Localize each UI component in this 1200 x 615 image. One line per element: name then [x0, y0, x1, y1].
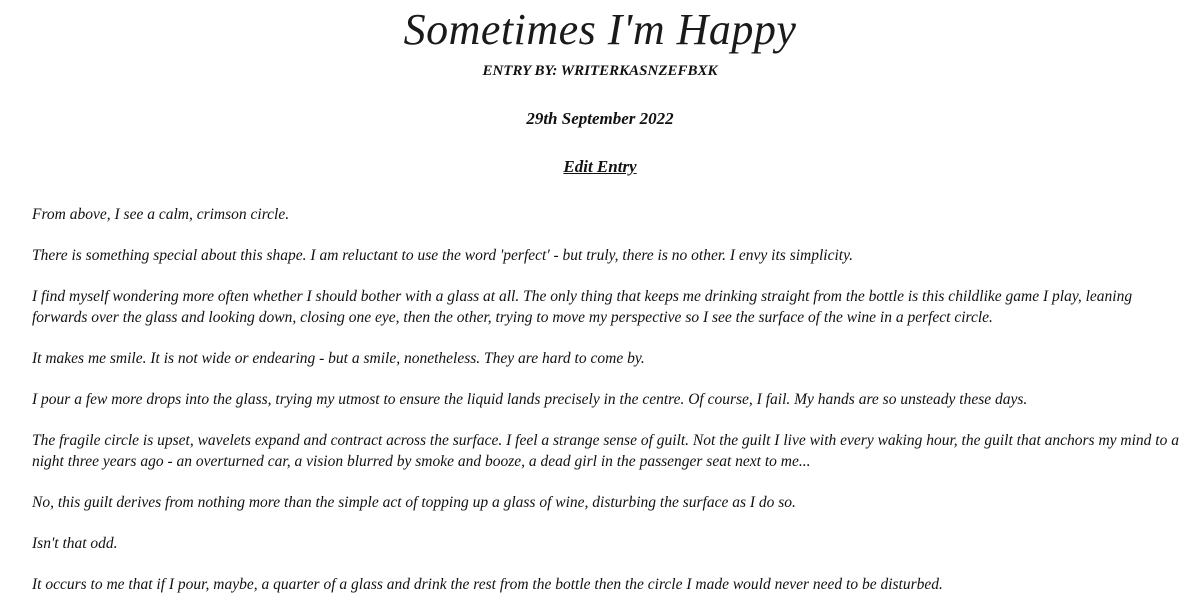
- entry-paragraph: Isn't that odd.: [32, 535, 118, 552]
- entry-paragraph: From above, I see a calm, crimson circle.: [32, 206, 290, 223]
- entry-title: Sometimes I'm Happy: [403, 5, 797, 54]
- entry-paragraph: It makes me smile. It is not wide or endearing - but a smile, nonetheless. They are hard to come by.: [32, 350, 645, 367]
- entry-paragraph: There is something special about this shape. I am reluctant to use the word 'perfect' - but truly, there is no other. I envy its simplicity.: [32, 247, 853, 264]
- entry-body: [32, 204, 1182, 615]
- entry-paragraph: It occurs to me that if I pour, maybe, a quarter of a glass and drink the rest from the bottle then the circle I made would never need to be disturbed.: [32, 576, 943, 593]
- entry-byline: ENTRY BY: WRITERKASNZEFBXK: [482, 63, 718, 79]
- entry-paragraph: No, this guilt derives from nothing more than the simple act of topping up a glass of wine, disturbing the surface as I do so.: [32, 494, 796, 511]
- edit-entry-link[interactable]: Edit Entry: [563, 157, 637, 176]
- entry-date: 29th September 2022: [526, 109, 674, 128]
- edit-entry-container: [0, 155, 1200, 179]
- entry-paragraph: I find myself wondering more often whether I should bother with a glass at all. The only thing that keeps me drinking straight from the bottle is this childlike game I play, leaning forwards over the glass and looking down, closing one eye, then the other, trying to move my perspective so I see the surface of the wine in a perfect circle.: [32, 288, 1133, 326]
- entry-paragraph: The fragile circle is upset, wavelets expand and contract across the surface. I feel a strange sense of guilt. Not the guilt I live with every waking hour, the guilt that anchors my mind to a night three years ago - an overturned car, a vision blurred by smoke and booze, a dead girl in the passenger seat next to me...: [32, 432, 1179, 470]
- entry-paragraph: I pour a few more drops into the glass, trying my utmost to ensure the liquid lands precisely in the centre. Of course, I fail. My hands are so unsteady these days.: [32, 391, 1028, 408]
